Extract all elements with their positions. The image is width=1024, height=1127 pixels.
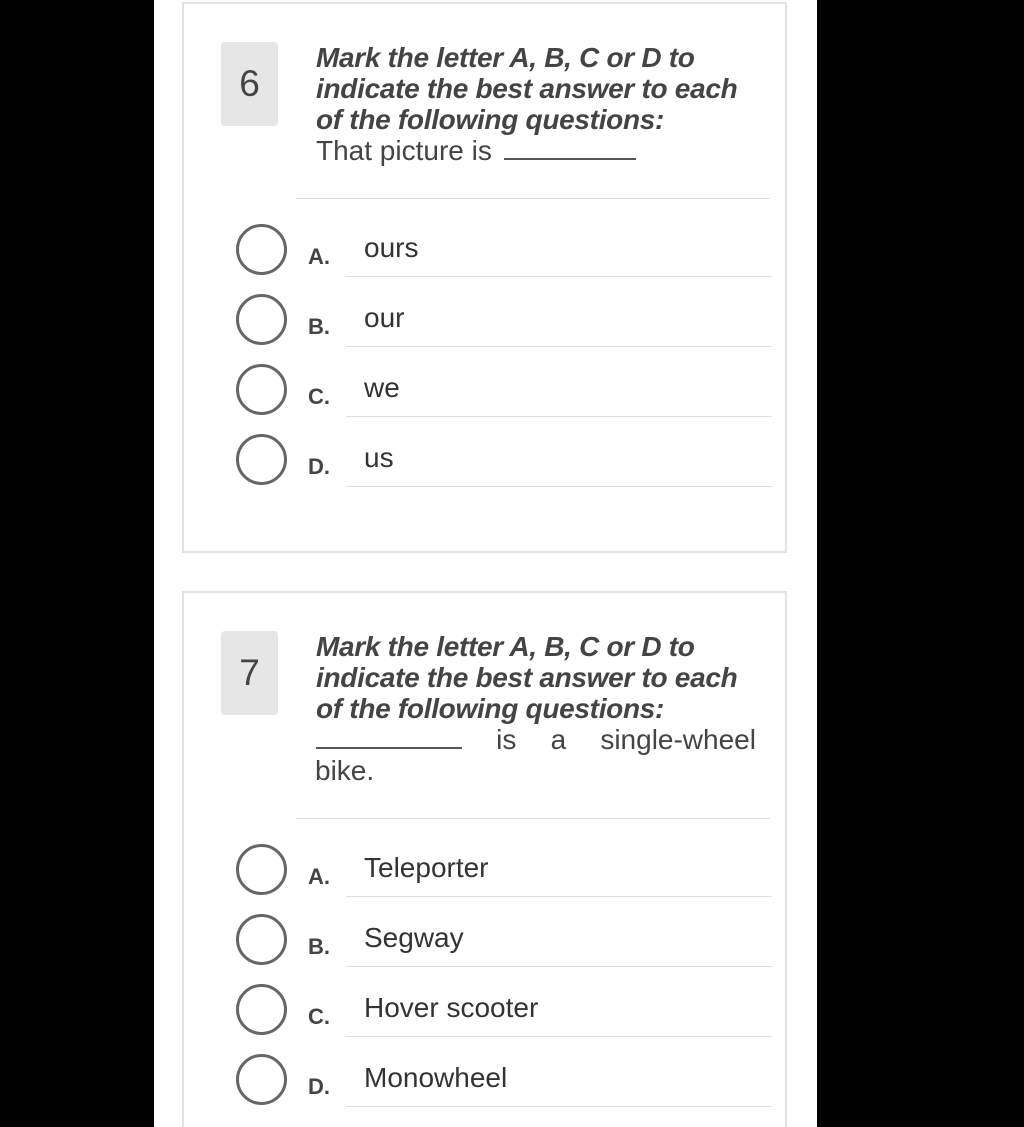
radio-button[interactable] <box>236 294 287 345</box>
option-text: our <box>364 302 405 333</box>
question-card <box>182 2 787 553</box>
option-text: Hover scooter <box>364 992 539 1023</box>
option-b[interactable] <box>236 294 776 356</box>
option-letter: B. <box>308 934 330 959</box>
option-text: Monowheel <box>364 1062 508 1093</box>
option-letter: C. <box>308 384 330 409</box>
option-underline <box>346 416 772 417</box>
question-text <box>316 631 756 786</box>
question-stem-tail: bike. <box>315 755 375 786</box>
option-c[interactable] <box>236 364 776 426</box>
option-text: Segway <box>364 922 464 953</box>
quiz-page <box>154 0 817 1127</box>
question-instruction: Mark the letter A, B, C or D to indicate the best answer to each of the following questions: <box>316 42 738 135</box>
stem-word: is <box>496 724 517 755</box>
question-text <box>316 42 756 166</box>
option-d[interactable] <box>236 1054 776 1116</box>
option-b[interactable] <box>236 914 776 976</box>
option-underline <box>346 276 772 277</box>
radio-button[interactable] <box>236 914 287 965</box>
option-text: ours <box>364 232 419 263</box>
radio-button[interactable] <box>236 434 287 485</box>
option-underline <box>346 1036 772 1037</box>
radio-button[interactable] <box>236 224 287 275</box>
question-number-badge: 6 <box>221 42 278 126</box>
question-stem <box>316 135 756 166</box>
answer-blank <box>316 727 462 749</box>
divider <box>296 198 770 199</box>
question-number-badge: 7 <box>221 631 278 715</box>
question-stem <box>316 724 756 755</box>
option-d[interactable] <box>236 434 776 496</box>
option-underline <box>346 1106 772 1107</box>
option-underline <box>346 896 772 897</box>
option-letter: C. <box>308 1004 330 1029</box>
radio-button[interactable] <box>236 1054 287 1105</box>
radio-button[interactable] <box>236 984 287 1035</box>
question-instruction: Mark the letter A, B, C or D to indicate the best answer to each of the following questions: <box>316 631 738 724</box>
option-text: we <box>364 372 400 403</box>
option-a[interactable] <box>236 224 776 286</box>
option-a[interactable] <box>236 844 776 906</box>
divider <box>296 818 770 819</box>
stem-word: a <box>550 724 567 755</box>
option-letter: D. <box>308 454 330 479</box>
stem-text: That picture is <box>316 135 492 166</box>
option-letter: A. <box>308 244 330 269</box>
option-letter: D. <box>308 1074 330 1099</box>
option-c[interactable] <box>236 984 776 1046</box>
option-text: us <box>364 442 394 473</box>
answer-blank <box>504 138 636 160</box>
option-letter: B. <box>308 314 330 339</box>
question-card <box>182 591 787 1127</box>
option-underline <box>346 346 772 347</box>
option-underline <box>346 966 772 967</box>
option-underline <box>346 486 772 487</box>
stem-word: single-wheel <box>600 724 756 755</box>
radio-button[interactable] <box>236 364 287 415</box>
option-letter: A. <box>308 864 330 889</box>
radio-button[interactable] <box>236 844 287 895</box>
option-text: Teleporter <box>364 852 489 883</box>
